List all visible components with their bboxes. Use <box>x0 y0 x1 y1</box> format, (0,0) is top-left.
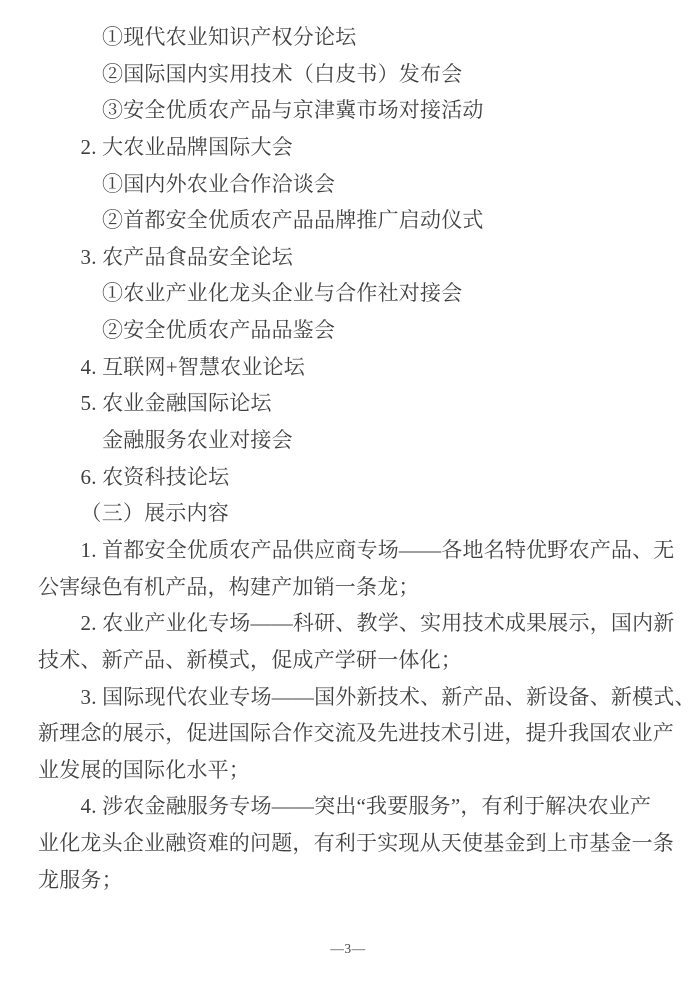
list-line-sub-item: ②首都安全优质农产品品牌推广启动仪式 <box>102 208 484 233</box>
paragraph-line: 公害绿色有机产品，构建产加销一条龙； <box>38 574 420 599</box>
list-line-sub-item: ②国际国内实用技术（白皮书）发布会 <box>102 61 463 86</box>
section-heading: （三）展示内容 <box>80 501 229 526</box>
list-line-sub-item: 金融服务农业对接会 <box>102 428 293 453</box>
page-number: —3— <box>330 941 366 956</box>
list-line-sub-item: ①农业产业化龙头企业与合作社对接会 <box>102 281 463 306</box>
document-body <box>38 19 696 898</box>
paragraph-line: 新理念的展示，促进国际合作交流及先进技术引进，提升我国农业产 <box>38 721 674 746</box>
paragraph-line: 龙服务； <box>38 867 123 892</box>
list-line-sub-item: ③安全优质农产品与京津冀市场对接活动 <box>102 98 484 123</box>
paragraph-line: 技术、新产品、新模式，促成产学研一体化； <box>38 647 462 672</box>
paragraph-line: 4. 涉农金融服务专场——突出“我要服务”，有利于解决农业产 <box>80 794 652 819</box>
paragraph-line: 业化龙头企业融资难的问题，有利于实现从天使基金到上市基金一条 <box>38 831 674 856</box>
paragraph-line: 2. 农业产业化专场——科研、教学、实用技术成果展示，国内新 <box>80 611 675 636</box>
list-line-sub-item: ①现代农业知识产权分论坛 <box>102 25 357 49</box>
list-line-numbered-item: 3. 农产品食品安全论坛 <box>80 244 293 269</box>
list-line-numbered-item: 2. 大农业品牌国际大会 <box>80 134 293 159</box>
paragraph-line: 3. 国际现代农业专场——国外新技术、新产品、新设备、新模式、 <box>80 684 696 709</box>
paragraph-line: 业发展的国际化水平； <box>38 757 250 782</box>
list-line-numbered-item: 4. 互联网+智慧农业论坛 <box>80 354 305 379</box>
paragraph-line: 1. 首都安全优质农产品供应商专场——各地名特优野农产品、无 <box>80 537 675 562</box>
list-line-sub-item: ①国内外农业合作洽谈会 <box>102 171 336 196</box>
list-line-sub-item: ②安全优质农产品品鉴会 <box>102 318 336 343</box>
list-line-numbered-item: 5. 农业金融国际论坛 <box>80 391 272 416</box>
list-line-numbered-item: 6. 农资科技论坛 <box>80 464 230 489</box>
